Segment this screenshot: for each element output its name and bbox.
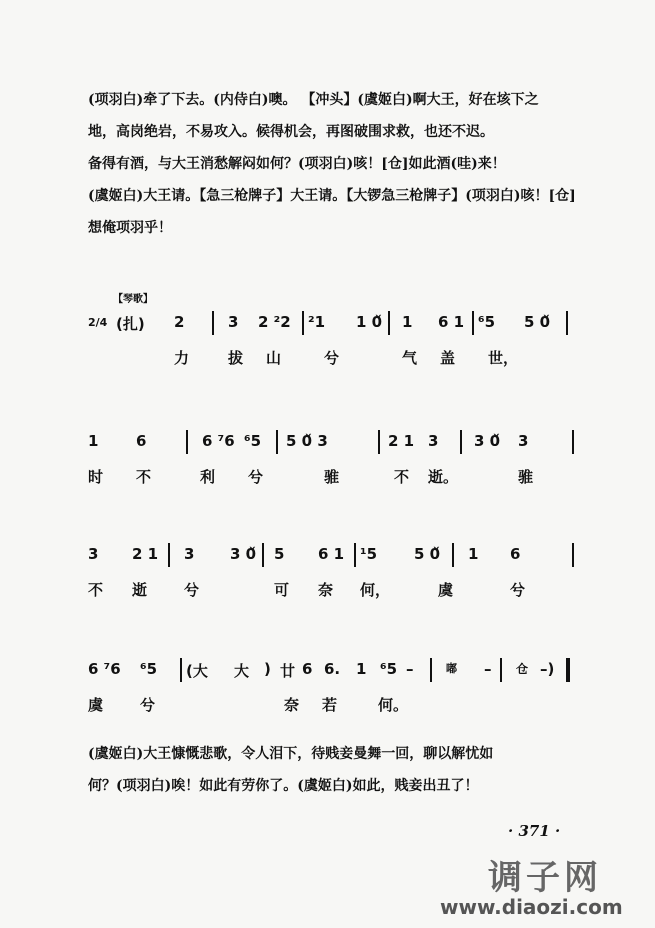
lyric: 兮 — [140, 696, 156, 714]
note: 1 — [468, 545, 479, 563]
watermark-title: 调子网 — [488, 858, 602, 898]
note: (扎) — [116, 315, 145, 333]
lyric: 逝。 — [428, 468, 459, 486]
note: 5 — [274, 545, 285, 563]
note: 1 — [88, 432, 99, 450]
note: 1 — [356, 660, 367, 678]
barline — [302, 311, 304, 335]
note: 3 — [228, 313, 239, 331]
note: 3 — [88, 545, 99, 563]
barline — [430, 658, 432, 682]
text-line: 备得有酒，与大王消愁解闷如何？(项羽白)咳！[仓]如此酒(哇)来！ — [88, 156, 506, 172]
note: ⁶5 — [244, 432, 262, 450]
lyric: 气 — [402, 349, 418, 367]
lyric: 时 — [88, 468, 104, 486]
text-line: 何？(项羽白)唉！如此有劳你了。(虞姬白)如此，贱妾出丑了！ — [88, 778, 479, 794]
bottom-dialogue — [88, 738, 588, 802]
barline — [354, 543, 356, 567]
lyric: 山 — [266, 349, 282, 367]
lyric: 骓 — [324, 468, 340, 486]
note: 1 — [402, 313, 413, 331]
lyric: 不 — [394, 468, 410, 486]
lyric: 兮 — [248, 468, 264, 486]
barline — [212, 311, 214, 335]
lyric: 何。 — [378, 696, 409, 714]
note: ⁶5 — [478, 313, 496, 331]
note: 3 — [518, 432, 529, 450]
time-signature: 2/4 — [88, 316, 108, 329]
note: – — [406, 660, 414, 678]
barline — [168, 543, 170, 567]
note: – — [484, 660, 492, 678]
lyric: 何， — [360, 581, 391, 599]
note: 5 0̌ — [414, 545, 441, 563]
note: 6 — [510, 545, 521, 563]
lyric: 若 — [322, 696, 338, 714]
text-line: (虞姬白)大王请。【急三枪牌子】大王请。【大锣急三枪牌子】(项羽白)咳！[仓] — [88, 188, 576, 204]
barline — [262, 543, 264, 567]
note: 仓 — [516, 662, 529, 676]
lyric: 拔 — [228, 349, 244, 367]
note: 2 ²2 — [258, 313, 291, 331]
lyric: 力 — [174, 349, 190, 367]
text-line: (虞姬白)大王慷慨悲歌，令人泪下，待贱妾曼舞一回，聊以解忧如 — [88, 746, 494, 762]
note: 6 — [302, 660, 313, 678]
barline — [452, 543, 454, 567]
text-line: (项羽白)牵了下去。(内侍白)噢。 【冲头】(虞姬白)啊大王，好在垓下之 — [88, 92, 539, 108]
lyric: 兮 — [510, 581, 526, 599]
lyric: 不 — [88, 581, 104, 599]
lyric: 世， — [488, 349, 519, 367]
note: ⁶5 — [140, 660, 158, 678]
barline — [472, 311, 474, 335]
note: 6. — [324, 660, 341, 678]
note: 3 — [184, 545, 195, 563]
note: ⁶5 — [380, 660, 398, 678]
note: 5 0̌ 3 — [286, 432, 328, 450]
note: 2 1 — [388, 432, 415, 450]
text-line: 地，高岗绝岩，不易攻入。候得机会，再图破围求救，也还不迟。 — [88, 124, 494, 140]
note: 6 ⁷6 — [202, 432, 235, 450]
lyric: 逝 — [132, 581, 148, 599]
note: ¹5 — [360, 545, 378, 563]
lyric: 利 — [200, 468, 216, 486]
note: 1 0̌ — [356, 313, 383, 331]
lyric: 虞 — [88, 696, 104, 714]
lyric: 奈 — [318, 581, 334, 599]
lyric: 可 — [274, 581, 290, 599]
barline — [572, 543, 574, 567]
score-row-2 — [88, 432, 578, 490]
note: 3 0̌ — [474, 432, 501, 450]
score-row-4 — [88, 660, 578, 718]
lyric: 不 — [136, 468, 152, 486]
note: 6 1 — [318, 545, 345, 563]
note: (大 — [186, 662, 208, 680]
barline — [180, 658, 182, 682]
barline — [388, 311, 390, 335]
score-row-3 — [88, 545, 578, 603]
barline — [186, 430, 188, 454]
lyric: 盖 — [440, 349, 456, 367]
barline — [276, 430, 278, 454]
lyric: 奈 — [284, 696, 300, 714]
score-row-1 — [88, 313, 578, 371]
note: –) — [540, 660, 555, 678]
note: 廿 — [280, 662, 296, 680]
note: 6 1 — [438, 313, 465, 331]
watermark-url: www.diaozi.com — [440, 895, 623, 919]
final-barline — [566, 658, 570, 682]
barline — [378, 430, 380, 454]
barline — [572, 430, 574, 454]
barline — [566, 311, 568, 335]
lyric: 兮 — [324, 349, 340, 367]
note: 6 — [136, 432, 147, 450]
section-label: 【琴歌】 — [113, 294, 153, 305]
page-number: · 371 · — [508, 822, 561, 840]
note: 3 0̌ — [230, 545, 257, 563]
lyric: 虞 — [438, 581, 454, 599]
note: 2 — [174, 313, 185, 331]
lyric: 兮 — [184, 581, 200, 599]
lyric: 骓 — [518, 468, 534, 486]
note: ) — [264, 660, 271, 678]
note: 5 0̌ — [524, 313, 551, 331]
note: 嘟 — [446, 662, 457, 675]
note: 大 — [234, 662, 250, 680]
top-dialogue — [88, 84, 588, 244]
barline — [500, 658, 502, 682]
note: 3 — [428, 432, 439, 450]
note: 6 ⁷6 — [88, 660, 121, 678]
note: ²1 — [308, 313, 326, 331]
barline — [460, 430, 462, 454]
note: 2 1 — [132, 545, 159, 563]
text-line: 想俺项羽乎！ — [88, 220, 172, 236]
